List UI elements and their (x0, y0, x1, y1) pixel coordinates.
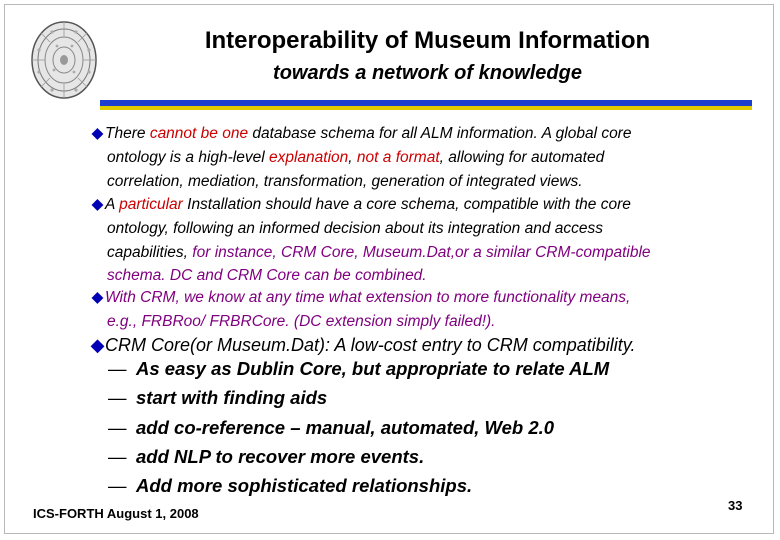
subbullet-item (108, 417, 554, 439)
slide-title: Interoperability of Museum Information (204, 27, 651, 54)
subbullet-item (108, 446, 424, 468)
subbullet-text: add co-reference – manual, automated, Web 2.0 (136, 416, 555, 438)
bullet-item (90, 193, 752, 288)
bullet-item (90, 122, 752, 193)
bullet-text: not a format (356, 148, 440, 166)
bullet-item (90, 332, 752, 358)
bullet-text: particular (119, 196, 183, 213)
bullet-text: ontology, following an informed decision about its integration and access (107, 219, 604, 237)
bullet-line (90, 241, 752, 265)
bullet-text: CRM Core(or Museum.Dat): A low-cost entry to CRM compatibility. (105, 335, 636, 355)
subbullet-text: add NLP to recover more events. (136, 445, 425, 467)
diamond-bullet-icon: ◆ (90, 335, 105, 355)
title-rule-yellow (100, 106, 752, 110)
diamond-bullet-icon: ◆ (91, 125, 104, 142)
bullet-text: There (105, 125, 150, 142)
bullet-text: , (348, 148, 357, 166)
bullet-line (90, 146, 752, 170)
bullet-text: correlation, mediation, transformation, generation of integrated views. (107, 172, 583, 190)
dash-bullet-icon: — (108, 387, 127, 409)
bullet-line (90, 122, 752, 146)
dash-bullet-icon: — (108, 416, 127, 438)
bullet-line (90, 170, 752, 194)
diamond-bullet-icon: ◆ (91, 196, 104, 213)
subbullet-text: Add more sophisticated relationships. (136, 475, 473, 497)
phaistos-disc-icon (30, 20, 98, 100)
bullet-text: database schema for all ALM information. A global core (248, 125, 632, 142)
bullet-text: cannot be one (149, 125, 249, 142)
bullet-line (90, 310, 752, 334)
dash-bullet-icon: — (108, 358, 127, 379)
bullet-text: Installation should have a core schema, compatible with the core (182, 196, 631, 213)
subbullet-item (108, 475, 472, 497)
bullet-line (90, 193, 752, 217)
diamond-bullet-icon: ◆ (91, 289, 104, 306)
bullet-line (90, 264, 752, 288)
page-number: 33 (728, 498, 743, 513)
subbullet-text: As easy as Dublin Core, but appropriate to relate ALM (136, 358, 610, 379)
subbullet-item (108, 358, 609, 380)
bullet-text: A (105, 196, 120, 213)
bullet-text: schema. DC and CRM Core can be combined. (107, 267, 427, 285)
bullet-item (90, 286, 752, 334)
dash-bullet-icon: — (108, 475, 127, 497)
dash-bullet-icon: — (108, 445, 127, 467)
bullet-line (90, 286, 752, 310)
subbullet-item (108, 387, 327, 409)
footer-text: ICS-FORTH August 1, 2008 (33, 506, 199, 521)
bullet-text: With CRM, we know at any time what extension to more functionality means, (105, 289, 631, 306)
slide-subtitle: towards a network of knowledge (273, 62, 582, 84)
bullet-text: capabilities, (107, 243, 193, 261)
bullet-text: for instance, CRM Core, Museum.Dat,or a similar CRM-compatible (192, 243, 651, 261)
bullet-text: explanation (269, 148, 349, 166)
bullet-text: ontology is a high-level (107, 148, 269, 166)
subbullet-text: start with finding aids (136, 387, 328, 409)
bullet-line (90, 332, 752, 358)
bullet-text: , allowing for automated (439, 148, 605, 166)
bullet-text: e.g., FRBRoo/ FRBRCore. (DC extension simply failed!). (107, 312, 496, 330)
bullet-line (90, 217, 752, 241)
